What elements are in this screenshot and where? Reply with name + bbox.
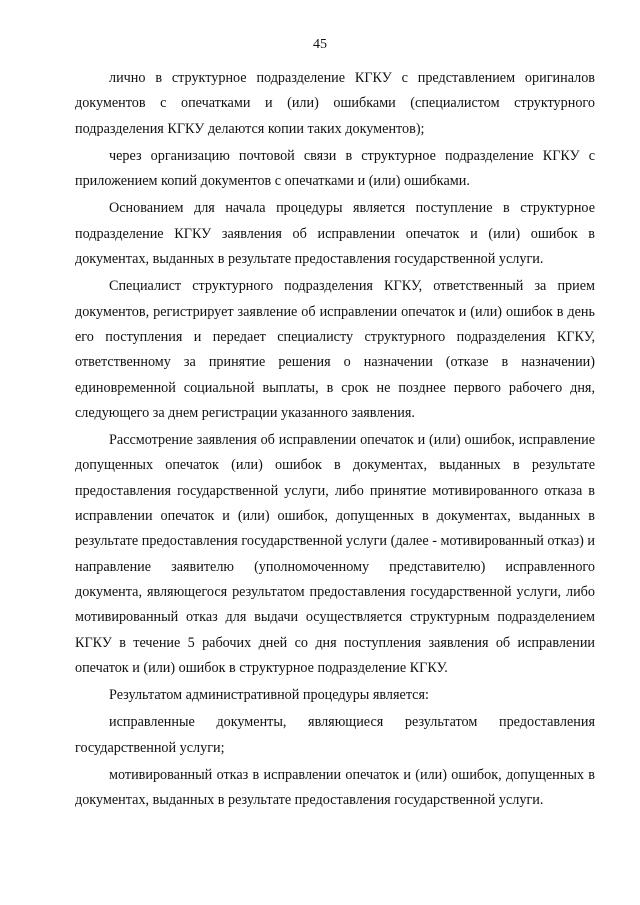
paragraph-postal-submission: через организацию почтовой связи в структурное подразделение КГКУ с приложением копий документов с опечатками и (или) ошибками.: [75, 147, 595, 190]
paragraph-application-review: Рассмотрение заявления об исправлении опечаток и (или) ошибок, исправление допущенных опечаток (или) ошибок в документах, выданных в результате предоставления государственной услуги, либо принятие мотивированного отказа в исправлении опечаток и (или) ошибок, допущенных в документах, выданных в результате предоставления государственной услуги (далее - мотивированный отказ) и направление заявителю (уполномоченному представителю) исправленного документа, являющегося результатом предоставления государственной услуги, либо мотивированный отказ для выдачи осуществляется структурным подразделением КГКУ в течение 5 рабочих дней со дня поступления заявления об исправлении опечаток и (или) ошибок в структурное подразделение КГКУ.: [75, 432, 595, 676]
page-body: [75, 66, 595, 816]
paragraph-procedure-basis: Основанием для начала процедуры является поступление в структурное подразделение КГКУ заявления об исправлении опечаток и (или) ошибок в документах, выданных в результате предоставления государственной услуги.: [75, 200, 595, 268]
paragraph-procedure-result-heading: Результатом административной процедуры является:: [109, 687, 429, 704]
paragraph-result-reasoned-refusal: мотивированный отказ в исправлении опечаток и (или) ошибок, допущенных в документах, выданных в результате предоставления государственной услуги.: [75, 767, 595, 809]
paragraph-in-person-submission: лично в структурное подразделение КГКУ с представлением оригиналов документов с опечатками и (или) ошибками (специалистом структурного подразделения КГКУ делаются копии таких документов);: [75, 70, 595, 137]
paragraph-result-corrected-documents: исправленные документы, являющиеся результатом предоставления государственной услуги;: [75, 714, 595, 756]
page-number: 45: [313, 37, 327, 52]
paragraph-specialist-registration: Специалист структурного подразделения КГКУ, ответственный за прием документов, регистрирует заявление об исправлении опечаток и (или) ошибок в день его поступления и передает специалисту структурного подразделения КГКУ, ответственному за принятие решения о назначении (отказе в назначении) единовременной социальной выплаты, в срок не позднее первого рабочего дня, следующего за днем регистрации указанного заявления.: [75, 278, 595, 421]
